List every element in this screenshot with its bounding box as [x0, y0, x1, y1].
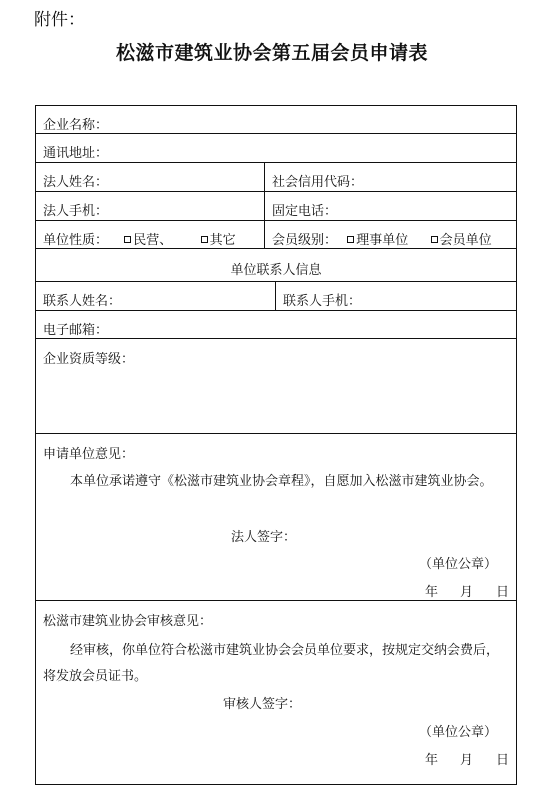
legal-phone-field[interactable]: 法人手机：: [43, 204, 109, 219]
other-option-label: 其它: [209, 233, 236, 248]
row-qualification: [36, 339, 516, 434]
review-opinion-section: [36, 601, 516, 784]
review-opinion-label: 松滋市建筑业协会审核意见：: [43, 614, 213, 629]
review-date-year: 年: [425, 753, 439, 768]
legal-signature-label[interactable]: 法人签字：: [231, 530, 297, 545]
form-title: 松滋市建筑业协会第五届会员申请表: [115, 42, 428, 64]
contact-phone-field[interactable]: 联系人手机：: [275, 282, 516, 310]
contact-section-title: 单位联系人信息: [230, 263, 322, 278]
row-legal-name: [36, 163, 516, 192]
email-field[interactable]: 电子邮箱：: [43, 323, 109, 338]
applicant-opinion-label: 申请单位意见：: [43, 447, 135, 462]
row-unit-nature: [36, 221, 516, 249]
applicant-opinion-section: [36, 434, 516, 601]
attachment-label: 附件：: [34, 10, 85, 30]
contact-name-field[interactable]: 联系人姓名：: [43, 294, 122, 309]
review-seal-label: （单位公章）: [419, 725, 498, 740]
applicant-date-day: 日: [496, 585, 510, 600]
credit-code-field[interactable]: 社会信用代码：: [264, 163, 516, 191]
row-company-name: [36, 106, 516, 134]
private-checkbox[interactable]: [124, 236, 131, 243]
qualification-field[interactable]: 企业资质等级：: [43, 352, 135, 367]
unit-nature-label: 单位性质：: [43, 233, 109, 248]
review-date-day: 日: [496, 753, 510, 768]
row-contact-section: [36, 249, 516, 282]
review-date-month: 月: [460, 753, 474, 768]
member-checkbox[interactable]: [431, 236, 438, 243]
applicant-date-month: 月: [460, 585, 474, 600]
member-level-cell: [264, 221, 516, 248]
member-option-label: 会员单位: [439, 233, 492, 248]
member-level-label: 会员级别：: [272, 233, 338, 248]
row-address: [36, 134, 516, 163]
director-checkbox[interactable]: [347, 236, 354, 243]
review-statement-line2: 将发放会员证书。: [43, 669, 148, 684]
row-email: [36, 311, 516, 339]
reviewer-signature-label[interactable]: 审核人签字：: [223, 697, 302, 712]
row-contact: [36, 282, 516, 311]
review-statement-line1: 经审核，你单位符合松滋市建筑业协会会员单位要求，按规定交纳会费后，: [70, 643, 500, 658]
row-legal-phone: [36, 192, 516, 221]
applicant-date-year: 年: [425, 585, 439, 600]
applicant-seal-label: （单位公章）: [419, 557, 498, 572]
applicant-statement: 本单位承诺遵守《松滋市建筑业协会章程》，自愿加入松滋市建筑业协会。: [70, 474, 493, 489]
unit-nature-cell: [36, 221, 264, 248]
other-checkbox[interactable]: [201, 236, 208, 243]
landline-field[interactable]: 固定电话：: [264, 192, 516, 220]
company-name-field[interactable]: 企业名称：: [43, 118, 109, 133]
application-form: [35, 105, 517, 785]
private-option-label: 民营、: [133, 233, 173, 248]
address-field[interactable]: 通讯地址：: [43, 146, 109, 161]
legal-name-field[interactable]: 法人姓名：: [43, 175, 109, 190]
director-option-label: 理事单位: [356, 233, 409, 248]
